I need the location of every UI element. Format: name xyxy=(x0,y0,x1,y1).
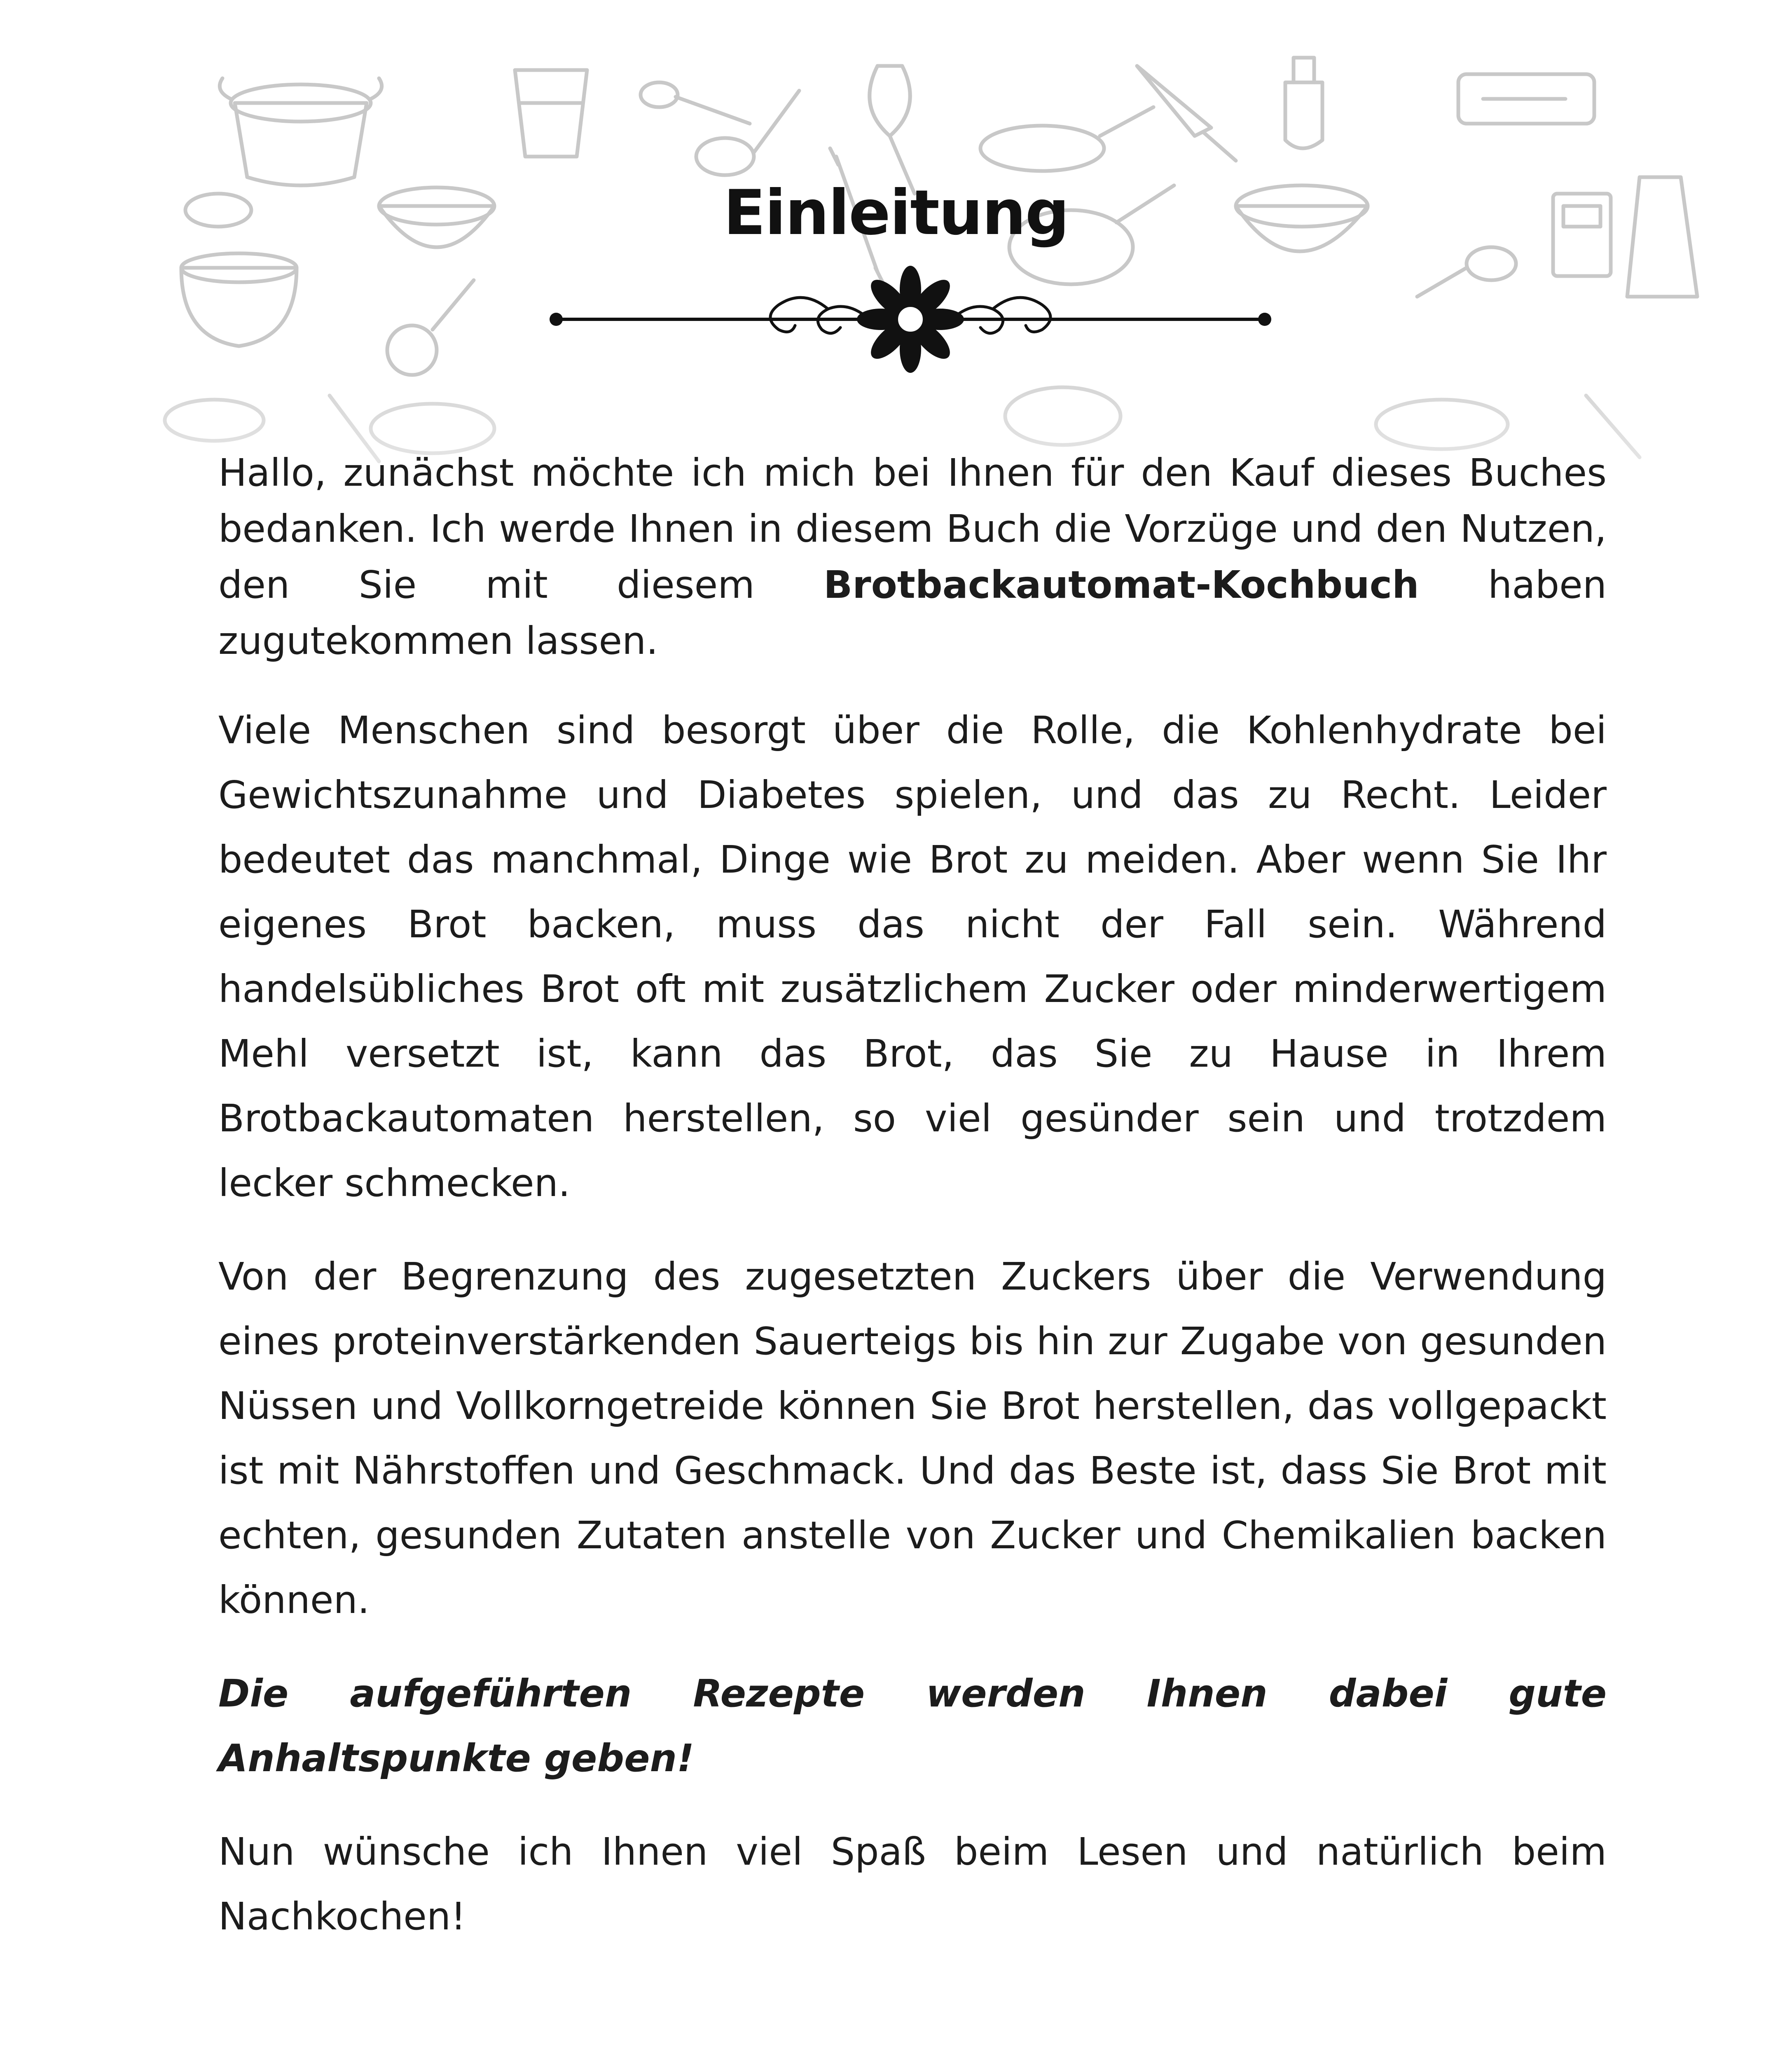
paragraph-closing: Nun wünsche ich Ihnen viel Spaß beim Lesen und natürlich beim Nachkochen! xyxy=(218,1830,1607,1938)
paragraph-ingredients: Von der Begrenzung des zugesetzten Zuckers über die Verwendung eines proteinverstärkenden Sauerteigs bis hin zur Zugabe von gesunden Nüssen und Vollkorngetreide können Sie Brot herstellen, das vollgepackt ist mit Nährstoffen und Geschmack. Und das Beste ist, dass Sie Brot mit echten, gesunden Zutaten anstelle von Zucker und Chemikalien backen können. xyxy=(218,1255,1607,1622)
body-text xyxy=(218,445,1607,1949)
paragraph-intro-text: Hallo, zunächst möchte ich mich bei Ihnen für den Kauf dieses Buches bedanken. Ich werde Ihnen in diesem Buch die Vorzüge und den Nutzen, den Sie mit diesem xyxy=(218,451,1607,607)
paragraph-emphasis: Die aufgeführten Rezepte werden Ihnen dabei gute Anhaltspunkte geben! xyxy=(218,1671,1607,1780)
paragraph-intro-end: haben zugutekommen lassen. xyxy=(218,563,1607,663)
book-title-emphasis: Brotbackautomat-Kochbuch xyxy=(823,563,1419,607)
flower-ornament-icon xyxy=(857,266,964,373)
paragraph-intro xyxy=(218,445,1607,669)
page-title: Einleitung xyxy=(723,177,1069,249)
ornamental-divider xyxy=(548,264,1273,375)
paragraph-carbohydrates: Viele Menschen sind besorgt über die Rolle, die Kohlenhydrate bei Gewichtszunahme und Diabetes spielen, und das zu Recht. Leider bedeutet das manchmal, Dinge wie Brot zu meiden. Aber wenn Sie Ihr eigenes Brot backen, muss das nicht der Fall sein. Während handelsübliches Brot oft mit zusätzlichem Zucker oder minderwertigem Mehl versetzt ist, kann das Brot, das Sie zu Hause in Ihrem Brotbackautomaten herstellen, so viel gesünder sein und trotzdem lecker schmecken. xyxy=(218,708,1607,1205)
